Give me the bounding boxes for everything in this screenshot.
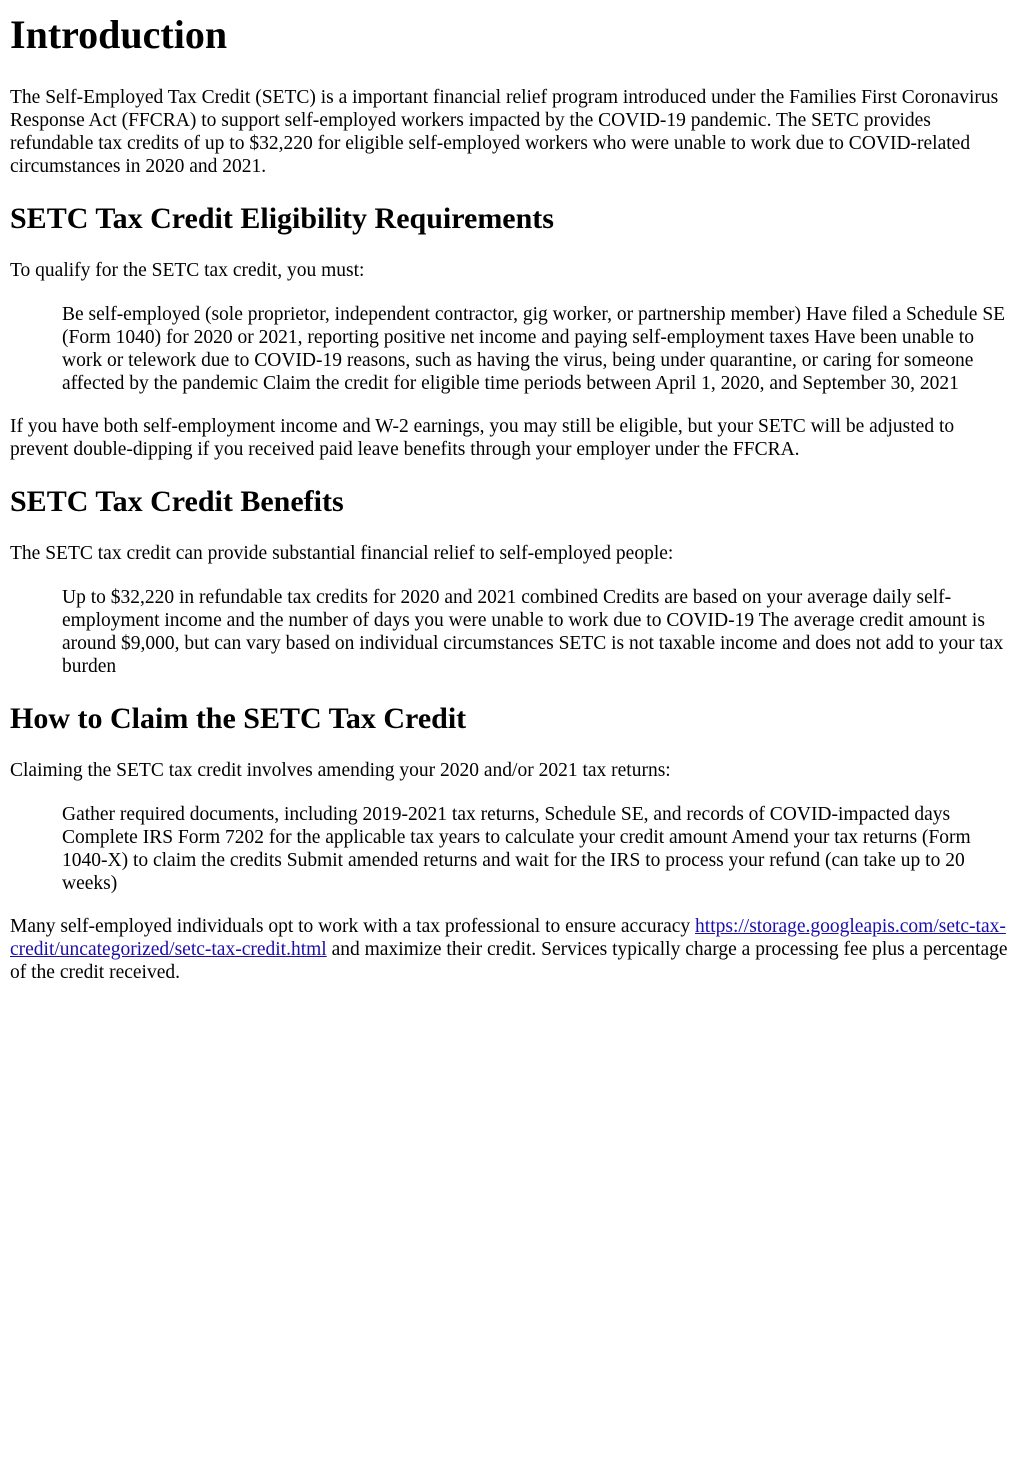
claim-lead: Claiming the SETC tax credit involves amending your 2020 and/or 2021 tax returns: bbox=[10, 760, 671, 781]
claim-heading: How to Claim the SETC Tax Credit bbox=[10, 702, 467, 735]
eligibility-lead: To qualify for the SETC tax credit, you must: bbox=[10, 260, 365, 281]
benefits-lead: The SETC tax credit can provide substantial financial relief to self-employed people: bbox=[10, 543, 674, 564]
closing-text-before: Many self-employed individuals opt to work with a tax professional to ensure accuracy bbox=[10, 916, 696, 937]
intro-heading: Introduction bbox=[10, 12, 228, 57]
closing-paragraph bbox=[10, 915, 1014, 984]
document-page bbox=[0, 12, 1024, 984]
eligibility-note: If you have both self-employment income and W-2 earnings, you may still be eligible, but your SETC will be adjusted to prevent double-dipping if you received paid leave benefits through your employer under the FFCRA. bbox=[10, 416, 955, 460]
intro-paragraph: The Self-Employed Tax Credit (SETC) is a important financial relief program introduced under the Families First Coronavirus Response Act (FFCRA) to support self-employed workers impacted by the COVID-19 pandemic. The SETC provides refundable tax credits of up to $32,220 for eligible self-employed workers who were unable to work due to COVID-related circumstances in 2020 and 2021. bbox=[10, 87, 999, 177]
closing-text-after: and maximize their credit. Services typically charge a processing fee plus a percentage of the credit received. bbox=[10, 939, 1008, 983]
eligibility-requirements-quote: Be self-employed (sole proprietor, independent contractor, gig worker, or partnership member) Have filed a Schedule SE (Form 1040) for 2020 or 2021, reporting positive net income and paying self-employment taxes Have been unable to work or telework due to COVID-19 reasons, such as having the virus, being under quarantine, or caring for someone affected by the pandemic Claim the credit for eligible time periods between April 1, 2020, and September 30, 2021 bbox=[62, 304, 1006, 394]
claim-steps-quote: Gather required documents, including 2019-2021 tax returns, Schedule SE, and records of COVID-impacted days Complete IRS Form 7202 for the applicable tax years to calculate your credit amount Amend your tax returns (Form 1040-X) to claim the credits Submit amended returns and wait for the IRS to process your refund (can take up to 20 weeks) bbox=[62, 804, 971, 894]
setc-credit-link[interactable]: https://storage.googleapis.com/setc-tax-credit/uncategorized/setc-tax-credit.html bbox=[10, 916, 1006, 960]
eligibility-heading: SETC Tax Credit Eligibility Requirements bbox=[10, 202, 554, 235]
benefits-heading: SETC Tax Credit Benefits bbox=[10, 485, 344, 518]
benefits-quote: Up to $32,220 in refundable tax credits for 2020 and 2021 combined Credits are based on your average daily self-employment income and the number of days you were unable to work due to COVID-19 The average credit amount is around $9,000, but can vary based on individual circumstances SETC is not taxable income and does not add to your tax burden bbox=[62, 587, 1004, 677]
